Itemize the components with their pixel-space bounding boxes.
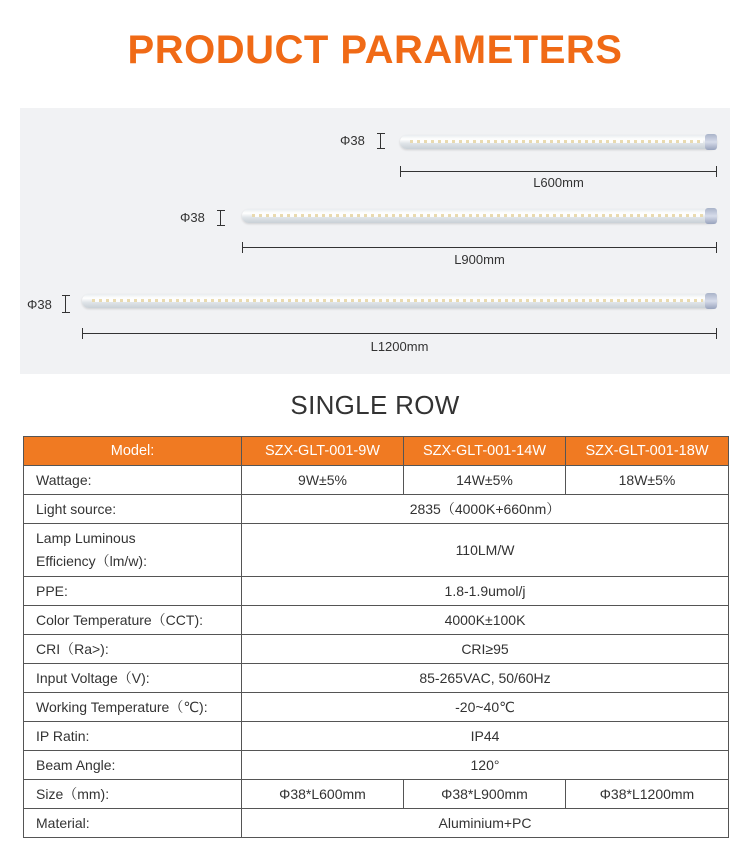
table-row-ip-rating [24,722,729,751]
table-row-size [24,780,729,809]
beam-angle-label: Beam Angle: [24,751,242,780]
working-temperature-value: -20~40℃ [242,693,729,722]
ppe-value: 1.8-1.9umol/j [242,577,729,606]
tube-dimension-diagram [20,108,730,374]
tube-900-diameter-bracket [217,210,225,226]
cri-value: CRI≥95 [242,635,729,664]
tube-1200-diameter-bracket [62,295,70,313]
size-label: Size（mm): [24,780,242,809]
parameters-table [23,436,729,838]
size-9w: Φ38*L600mm [242,780,404,809]
tube-600-diameter-label: Φ38 [340,133,365,148]
page-title: PRODUCT PARAMETERS [127,28,623,72]
tube-600-diameter-bracket [377,133,385,149]
ip-rating-label: IP Ratin: [24,722,242,751]
table-row-material [24,809,729,838]
ip-rating-value: IP44 [242,722,729,751]
tube-600-length-label: L600mm [533,175,584,190]
header-model-14w: SZX-GLT-001-14W [404,437,566,466]
luminous-label-line1: Lamp Luminous [36,530,136,546]
tube-900-diameter-label: Φ38 [180,210,205,225]
input-voltage-value: 85-265VAC, 50/60Hz [242,664,729,693]
tube-1200-dimension-line [82,328,717,339]
size-14w: Φ38*L900mm [404,780,566,809]
wattage-18w: 18W±5% [566,466,729,495]
wattage-14w: 14W±5% [404,466,566,495]
table-header-row [24,437,729,466]
table-row-ppe [24,577,729,606]
working-temperature-label: Working Temperature（℃): [24,693,242,722]
cri-label: CRI（Ra>): [24,635,242,664]
cct-label: Color Temperature（CCT): [24,606,242,635]
cct-value: 4000K±100K [242,606,729,635]
luminous-efficiency-value: 110LM/W [242,524,729,577]
tube-1200-image [82,294,717,308]
header-model-18w: SZX-GLT-001-18W [566,437,729,466]
size-18w: Φ38*L1200mm [566,780,729,809]
beam-angle-value: 120° [242,751,729,780]
header-model-9w: SZX-GLT-001-9W [242,437,404,466]
tube-1200-diameter-label: Φ38 [27,297,52,312]
table-row-luminous-efficiency [24,524,729,577]
luminous-efficiency-label [24,524,242,577]
table-row-working-temperature [24,693,729,722]
wattage-9w: 9W±5% [242,466,404,495]
table-row-cri [24,635,729,664]
table-row-wattage [24,466,729,495]
material-value: Aluminium+PC [242,809,729,838]
header-model: Model: [24,437,242,466]
table-row-light-source [24,495,729,524]
input-voltage-label: Input Voltage（V): [24,664,242,693]
table-row-input-voltage [24,664,729,693]
ppe-label: PPE: [24,577,242,606]
material-label: Material: [24,809,242,838]
tube-900-length-label: L900mm [454,252,505,267]
tube-1200-length-label: L1200mm [370,339,429,354]
light-source-value: 2835（4000K+660nm） [242,495,729,524]
light-source-label: Light source: [24,495,242,524]
luminous-label-line2: Efficiency（lm/w): [36,553,147,569]
wattage-label: Wattage: [24,466,242,495]
section-subtitle: SINGLE ROW [290,390,460,420]
table-row-cct [24,606,729,635]
table-row-beam-angle [24,751,729,780]
tube-600-image [400,135,717,149]
tube-900-image [242,209,717,223]
